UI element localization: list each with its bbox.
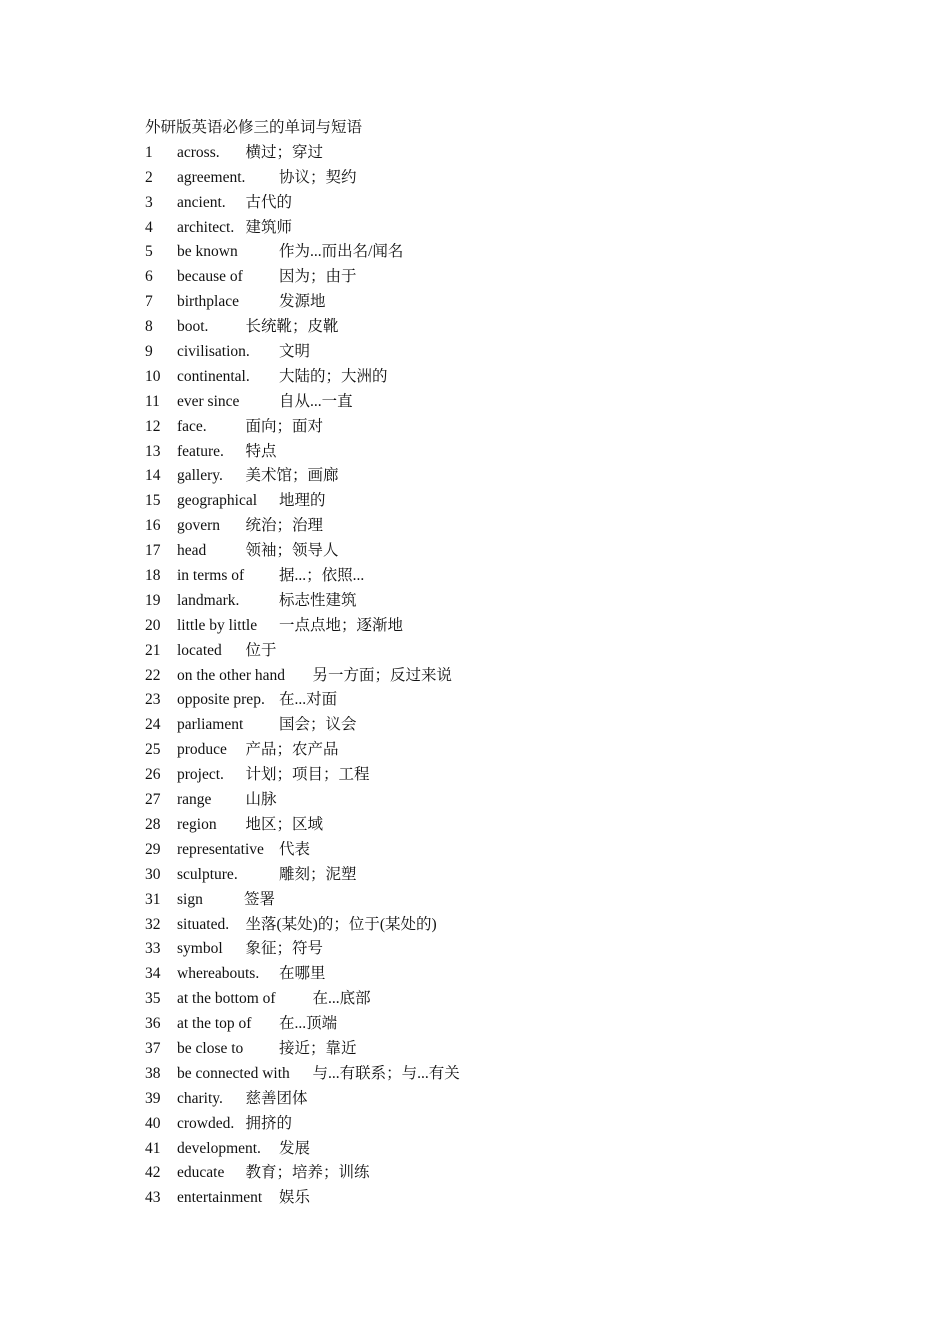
entry-number: 31 xyxy=(145,890,161,908)
list-item xyxy=(145,913,905,938)
list-item xyxy=(145,141,905,166)
list-item xyxy=(145,340,905,365)
entry-meaning: 代表 xyxy=(279,840,311,858)
list-item xyxy=(145,539,905,564)
list-item xyxy=(145,713,905,738)
entry-number: 30 xyxy=(145,865,161,883)
entry-meaning: 与...有联系；与...有关 xyxy=(312,1064,460,1082)
entry-number: 41 xyxy=(145,1139,161,1157)
list-item xyxy=(145,265,905,290)
entry-meaning: 地理的 xyxy=(279,492,326,510)
entry-number: 12 xyxy=(145,417,161,435)
list-item xyxy=(145,1037,905,1062)
entry-word: charity. xyxy=(177,1089,223,1107)
entry-meaning: 坐落(某处)的；位于(某处的) xyxy=(245,915,437,933)
entry-word: region xyxy=(177,815,217,833)
list-item xyxy=(145,216,905,241)
entry-meaning: 协议；契约 xyxy=(279,168,357,186)
list-item xyxy=(145,240,905,265)
list-item xyxy=(145,315,905,340)
entry-number: 5 xyxy=(145,243,153,261)
entry-meaning: 特点 xyxy=(245,442,277,460)
entry-meaning: 山脉 xyxy=(245,791,277,809)
entry-meaning: 娱乐 xyxy=(279,1189,311,1207)
list-item xyxy=(145,1087,905,1112)
entry-number: 20 xyxy=(145,616,161,634)
entry-meaning: 教育；培养；训练 xyxy=(245,1164,370,1182)
entry-word: entertainment xyxy=(177,1189,263,1207)
entry-word: gallery. xyxy=(177,467,223,485)
entry-meaning: 拥挤的 xyxy=(245,1114,293,1132)
entry-word: be close to xyxy=(177,1039,244,1057)
entry-meaning: 标志性建筑 xyxy=(279,591,357,609)
entry-number: 1 xyxy=(145,143,153,161)
list-item xyxy=(145,937,905,962)
entry-word: little by little xyxy=(177,616,258,634)
entry-number: 28 xyxy=(145,815,161,833)
document-page xyxy=(145,116,905,1211)
entry-number: 38 xyxy=(145,1064,161,1082)
list-item xyxy=(145,589,905,614)
list-item xyxy=(145,415,905,440)
entry-word: be connected with xyxy=(177,1064,290,1082)
list-item xyxy=(145,962,905,987)
entry-number: 16 xyxy=(145,517,161,535)
list-item xyxy=(145,191,905,216)
list-item xyxy=(145,514,905,539)
entry-meaning: 计划；项目；工程 xyxy=(245,766,370,784)
list-item xyxy=(145,1161,905,1186)
entry-meaning: 文明 xyxy=(279,343,311,361)
entry-word: ancient. xyxy=(177,193,226,211)
entry-word: representative xyxy=(177,840,264,858)
entry-word: symbol xyxy=(177,940,223,958)
entry-meaning: 长统靴；皮靴 xyxy=(245,318,339,336)
entry-word: sign xyxy=(177,890,203,908)
entry-meaning: 位于 xyxy=(245,641,277,659)
entry-word: be known xyxy=(177,243,238,261)
list-item xyxy=(145,1062,905,1087)
entry-number: 15 xyxy=(145,492,161,510)
entry-meaning: 据...；依照... xyxy=(279,567,365,585)
entry-number: 18 xyxy=(145,567,161,585)
entry-number: 32 xyxy=(145,915,161,933)
entry-meaning: 因为；由于 xyxy=(279,268,357,286)
entry-meaning: 在...对面 xyxy=(279,691,338,709)
entry-word: development. xyxy=(177,1139,261,1157)
entry-number: 2 xyxy=(145,168,153,186)
entry-number: 23 xyxy=(145,691,161,709)
entry-number: 36 xyxy=(145,1015,161,1033)
entry-number: 14 xyxy=(145,467,161,485)
list-item xyxy=(145,464,905,489)
entry-meaning: 古代的 xyxy=(245,193,293,211)
list-item xyxy=(145,489,905,514)
entry-word: geographical xyxy=(177,492,258,510)
entry-meaning: 领袖；领导人 xyxy=(245,542,339,560)
entry-word: project. xyxy=(177,766,224,784)
entry-meaning: 发展 xyxy=(279,1139,311,1157)
list-item xyxy=(145,788,905,813)
document-title: 外研版英语必修三的单词与短语 xyxy=(145,119,363,136)
entry-word: educate xyxy=(177,1164,225,1182)
entry-word: ever since xyxy=(177,392,240,410)
list-item xyxy=(145,365,905,390)
list-item xyxy=(145,664,905,689)
list-item xyxy=(145,888,905,913)
entry-word: range xyxy=(177,791,212,809)
entry-word: face. xyxy=(177,417,207,435)
entry-meaning: 建筑师 xyxy=(245,218,293,236)
entry-word: across. xyxy=(177,143,220,161)
entry-number: 11 xyxy=(145,392,160,410)
entry-number: 43 xyxy=(145,1189,161,1207)
entry-meaning: 产品；农产品 xyxy=(245,741,339,759)
list-item xyxy=(145,290,905,315)
entry-meaning: 大陆的；大洲的 xyxy=(279,367,388,385)
entry-number: 26 xyxy=(145,766,161,784)
entry-word: birthplace xyxy=(177,293,239,311)
entry-meaning: 国会；议会 xyxy=(279,716,357,734)
entry-word: govern xyxy=(177,517,221,535)
entry-word: at the bottom of xyxy=(177,990,276,1008)
entry-number: 40 xyxy=(145,1114,161,1132)
entry-word: whereabouts. xyxy=(177,965,260,983)
entry-word: landmark. xyxy=(177,591,240,609)
entry-number: 6 xyxy=(145,268,153,286)
entry-number: 17 xyxy=(145,542,161,560)
list-item xyxy=(145,763,905,788)
entry-number: 29 xyxy=(145,840,161,858)
entry-word: head xyxy=(177,542,207,560)
entry-number: 34 xyxy=(145,965,161,983)
entry-meaning: 在...底部 xyxy=(312,990,371,1008)
vocabulary-list xyxy=(145,141,905,1211)
entry-number: 21 xyxy=(145,641,161,659)
entry-meaning: 雕刻；泥塑 xyxy=(279,865,357,883)
entry-number: 39 xyxy=(145,1089,161,1107)
entry-number: 27 xyxy=(145,791,161,809)
entry-word: in terms of xyxy=(177,567,245,585)
entry-meaning: 慈善团体 xyxy=(245,1089,308,1107)
entry-meaning: 面向；面对 xyxy=(245,417,324,435)
entry-word: crowded. xyxy=(177,1114,235,1132)
entry-number: 24 xyxy=(145,716,161,734)
entry-word: opposite prep. xyxy=(177,691,265,709)
entry-word: parliament xyxy=(177,716,244,734)
entry-number: 3 xyxy=(145,193,153,211)
entry-meaning: 美术馆；画廊 xyxy=(245,467,339,485)
entry-meaning: 在...顶端 xyxy=(279,1015,338,1033)
entry-word: agreement. xyxy=(177,168,246,186)
entry-word: civilisation. xyxy=(177,343,250,361)
entry-word: feature. xyxy=(177,442,224,460)
entry-number: 33 xyxy=(145,940,161,958)
entry-word: situated. xyxy=(177,915,230,933)
entry-number: 9 xyxy=(145,343,153,361)
entry-word: boot. xyxy=(177,318,209,336)
entry-meaning: 发源地 xyxy=(279,293,326,311)
entry-number: 37 xyxy=(145,1039,161,1057)
list-item xyxy=(145,863,905,888)
list-item xyxy=(145,738,905,763)
entry-word: on the other hand xyxy=(177,666,286,684)
list-item xyxy=(145,838,905,863)
entry-meaning: 自从...一直 xyxy=(279,392,353,410)
list-item xyxy=(145,688,905,713)
list-item xyxy=(145,639,905,664)
entry-meaning: 象征；符号 xyxy=(245,940,324,958)
list-item xyxy=(145,1186,905,1211)
list-item xyxy=(145,1012,905,1037)
list-item xyxy=(145,390,905,415)
entry-number: 19 xyxy=(145,591,161,609)
entry-word: continental. xyxy=(177,367,250,385)
entry-word: architect. xyxy=(177,218,235,236)
entry-number: 22 xyxy=(145,666,161,684)
entry-meaning: 另一方面；反过来说 xyxy=(312,666,453,684)
list-item xyxy=(145,166,905,191)
entry-number: 13 xyxy=(145,442,161,460)
entry-meaning: 在哪里 xyxy=(279,965,326,983)
list-item xyxy=(145,1112,905,1137)
entry-word: sculpture. xyxy=(177,865,238,883)
entry-number: 4 xyxy=(145,218,153,236)
entry-number: 8 xyxy=(145,318,153,336)
entry-word: produce xyxy=(177,741,227,759)
list-item xyxy=(145,440,905,465)
entry-meaning: 接近；靠近 xyxy=(279,1039,357,1057)
entry-meaning: 作为...而出名/闻名 xyxy=(279,243,404,261)
entry-meaning: 统治；治理 xyxy=(245,517,324,535)
entry-number: 35 xyxy=(145,990,161,1008)
entry-word: because of xyxy=(177,268,243,286)
list-item xyxy=(145,564,905,589)
entry-word: located xyxy=(177,641,222,659)
entry-number: 25 xyxy=(145,741,161,759)
entry-meaning: 一点点地；逐渐地 xyxy=(279,616,404,634)
entry-number: 10 xyxy=(145,367,161,385)
entry-meaning: 地区；区域 xyxy=(245,815,324,833)
list-item xyxy=(145,1137,905,1162)
entry-number: 7 xyxy=(145,293,153,311)
entry-meaning: 横过；穿过 xyxy=(245,143,324,161)
list-item xyxy=(145,987,905,1012)
list-item xyxy=(145,813,905,838)
entry-meaning: 签署 xyxy=(244,890,276,908)
list-item xyxy=(145,614,905,639)
entry-number: 42 xyxy=(145,1164,161,1182)
entry-word: at the top of xyxy=(177,1015,252,1033)
